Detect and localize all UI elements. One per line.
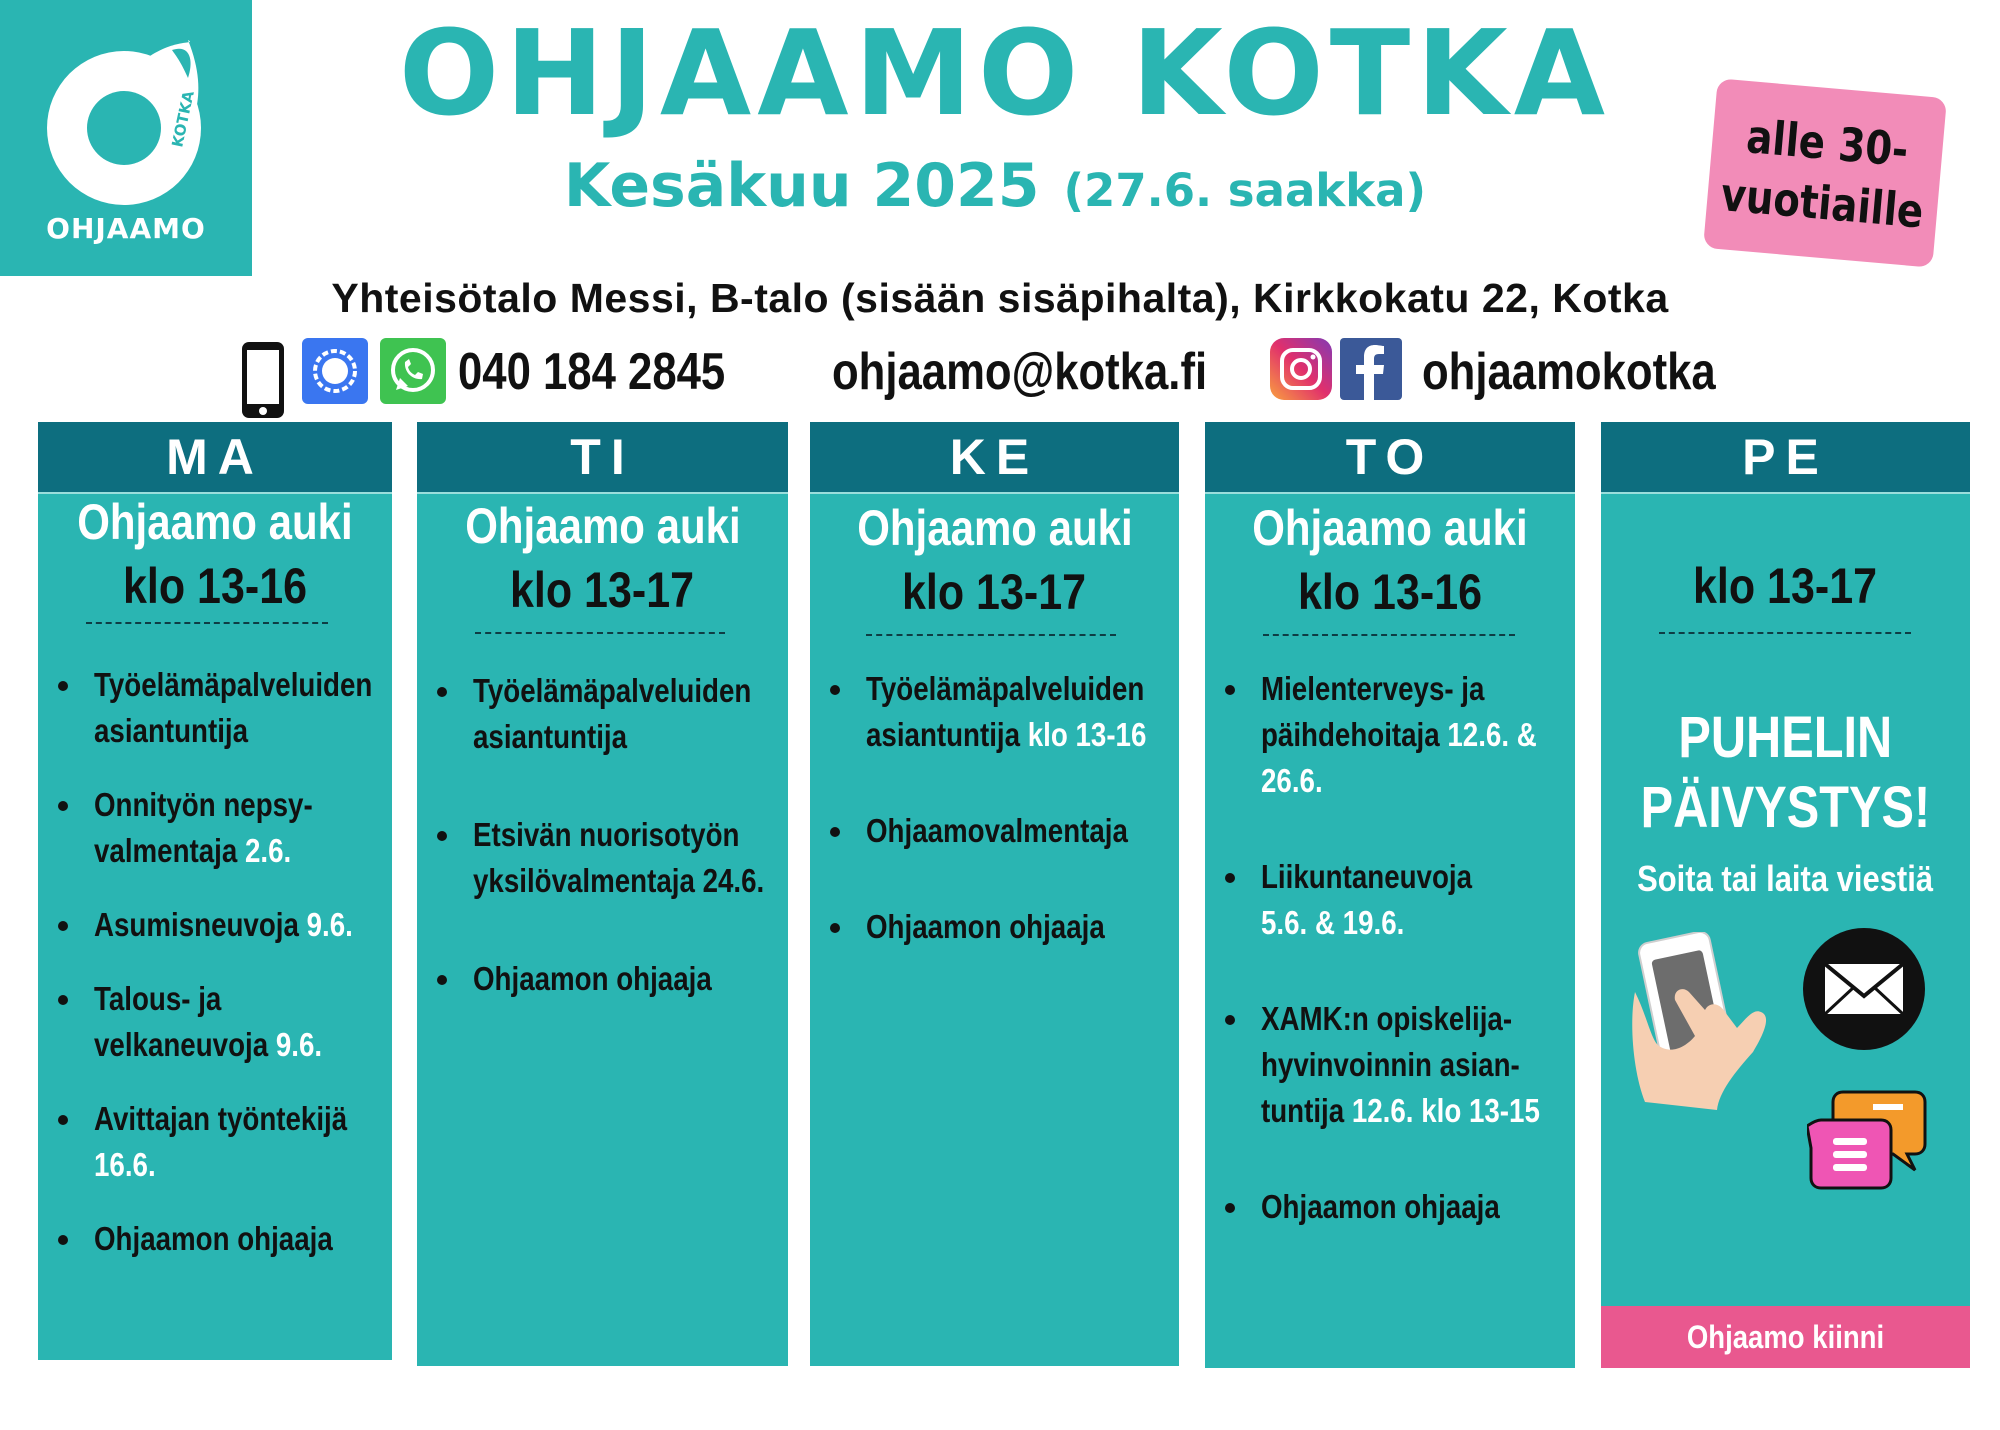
subtitle (330, 146, 1660, 241)
service-item: Onnityön nepsy-valmentaja 2.6. (38, 782, 392, 874)
service-item: XAMK:n opiskelija-hyvinvoinnin asian-tuntija 12.6. klo 13-15 (1205, 996, 1575, 1134)
opening-hours: klo 13-17 (902, 564, 1087, 620)
service-item: Mielenterveys- ja päihdehoitaja 12.6. & 26.6. (1205, 666, 1575, 804)
service-item: Avittajan työntekijä 16.6. (38, 1096, 392, 1188)
age-badge (1703, 78, 1947, 267)
ohjaamo-logo (0, 0, 252, 276)
closed-notice: Ohjaamo kiinni 20.6.2025 (1601, 1306, 1970, 1368)
day-column-to (1205, 422, 1575, 1368)
service-list (1205, 666, 1575, 1230)
day-column-ma (38, 422, 392, 1360)
open-label: Ohjaamo auki (77, 494, 353, 550)
mobile-phone-icon (238, 338, 288, 422)
page-title: OHJAAMO KOTKA (398, 4, 1612, 142)
service-item: Liikuntaneuvoja 5.6. & 19.6. (1205, 854, 1575, 946)
opening-hours: klo 13-17 (510, 562, 695, 618)
address: Yhteisötalo Messi, B-talo (sisään sisäpihalta), Kirkkokatu 22, Kotka (331, 275, 1669, 321)
service-item: Ohjaamon ohjaaja (38, 1216, 392, 1262)
service-item: Talous- ja velkaneuvoja 9.6. (38, 976, 392, 1068)
phone-number[interactable]: 040 184 2845 (458, 343, 726, 401)
contact-row (0, 330, 2000, 414)
phone-duty-title-2: PÄIVYSTYS! (1640, 775, 1931, 840)
service-item: Ohjaamovalmentaja (810, 808, 1179, 854)
open-label: Ohjaamo auki (856, 500, 1133, 556)
open-label: Ohjaamo auki (1252, 500, 1528, 556)
service-item: Ohjaamon ohjaaja (417, 956, 788, 1002)
dashed-divider (866, 634, 1116, 636)
day-header: MA (38, 422, 392, 494)
logo-mark (0, 0, 252, 210)
dashed-divider (86, 622, 328, 624)
social-handle[interactable]: ohjaamokotka (1422, 343, 1716, 401)
service-item: Työelämäpalveluiden asiantuntija (417, 668, 788, 760)
instagram-icon (1270, 338, 1332, 400)
subtitle-until: (27.6. saakka) (1063, 164, 1427, 217)
dashed-divider (475, 632, 725, 634)
day-header: KE (810, 422, 1179, 494)
service-item: Työelämäpalveluiden asiantuntija (38, 662, 392, 754)
signal-icon (302, 338, 368, 404)
phone-duty-title: PUHELIN (1678, 705, 1893, 770)
day-header: PE (1601, 422, 1970, 494)
facebook-icon (1340, 338, 1402, 400)
day-header: TI (417, 422, 788, 494)
service-item: Ohjaamon ohjaaja (810, 904, 1179, 950)
email-address[interactable]: ohjaamo@kotka.fi (832, 343, 1208, 401)
dashed-divider (1659, 632, 1911, 634)
subtitle-month: Kesäkuu 2025 (563, 151, 1040, 221)
service-list (38, 662, 392, 1262)
opening-hours: klo 13-17 (1693, 558, 1878, 614)
logo-text: OHJAAMO (46, 212, 206, 245)
chat-bubbles-icon (1807, 1086, 1927, 1196)
service-item: Etsivän nuorisotyön yksilövalmentaja 24.6. (417, 812, 788, 904)
dashed-divider (1263, 634, 1515, 636)
envelope-icon (1801, 926, 1927, 1052)
day-column-ti (417, 422, 788, 1366)
service-list (810, 666, 1179, 950)
open-label: Ohjaamo auki (464, 498, 741, 554)
opening-hours: klo 13-16 (122, 558, 308, 614)
service-item: Asumisneuvoja 9.6. (38, 902, 392, 948)
service-item: Ohjaamon ohjaaja (1205, 1184, 1575, 1230)
service-item: Työelämäpalveluiden asiantuntija klo 13-16 (810, 666, 1179, 758)
day-header: TO (1205, 422, 1575, 494)
age-badge-text: alle 30-vuotiaille (1718, 109, 1926, 239)
phone-duty-subtitle: Soita tai laita viestiä (1637, 858, 1934, 899)
day-column-ke (810, 422, 1179, 1366)
whatsapp-icon (380, 338, 446, 404)
day-column-pe (1601, 422, 1970, 1417)
logo-kotka-text: KOTKA (168, 89, 198, 149)
opening-hours: klo 13-16 (1297, 564, 1483, 620)
service-list (417, 668, 788, 1002)
hand-phone-icon (1625, 932, 1775, 1112)
